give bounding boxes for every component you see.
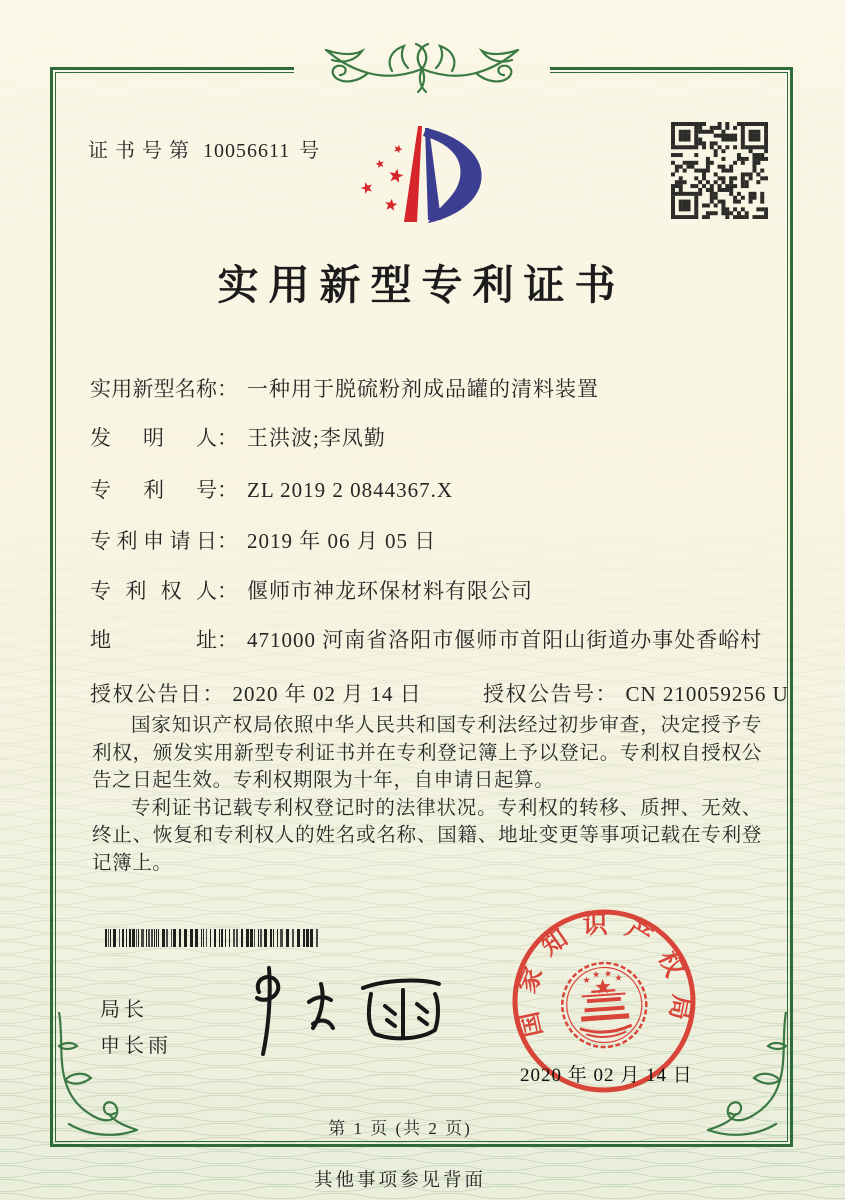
svg-text:国家知识产权局	[508, 905, 699, 1049]
certificate-number-suffix: 号	[299, 140, 327, 162]
grant-number-label: 授权公告号	[483, 682, 596, 706]
field-row-patent-number	[90, 474, 770, 504]
field-row-patentee	[90, 575, 770, 605]
grant-date-value: 2020 年 02 月 14 日	[232, 682, 422, 706]
field-label: 实用新型名称	[90, 377, 217, 401]
field-colon: ：	[595, 682, 617, 706]
field-colon: ：	[217, 377, 238, 401]
director-name: 申长雨	[100, 1035, 172, 1057]
back-side-note: 其他事项参见背面	[313, 1171, 486, 1191]
seal-arc-text: 国家知识产权局	[512, 911, 696, 1040]
field-label: 专利权人	[90, 579, 217, 603]
field-row-address	[90, 624, 770, 654]
field-label: 专利申请日	[90, 529, 217, 553]
field-colon: ：	[217, 579, 238, 603]
field-value: ZL 2019 2 0844367.X	[247, 478, 454, 502]
field-row-invention-name	[90, 373, 770, 403]
legal-paragraph-1: 国家知识产权局依照中华人民共和国专利法经过初步审查，决定授予专利权，颁发实用新型专利证书并在专利登记簿上予以登记。专利权自授权公告之日起生效。专利权期限为十年，自申请日起算。	[92, 715, 762, 791]
field-colon: ：	[217, 628, 238, 652]
field-value: 偃师市神龙环保材料有限公司	[247, 579, 533, 603]
certificate-number-value: 10056611	[203, 140, 291, 162]
field-value: 一种用于脱硫粉剂成品罐的清料装置	[247, 377, 599, 401]
certificate-number-prefix: 证书号第	[88, 140, 196, 162]
grant-date-label: 授权公告日	[90, 682, 203, 706]
field-value: 2019 年 06 月 05 日	[247, 529, 437, 553]
field-row-grant	[90, 678, 789, 708]
field-row-inventor	[90, 422, 770, 452]
legal-text	[92, 712, 762, 877]
field-value: 471000 河南省洛阳市偃师市首阳山街道办事处香峪村	[247, 628, 763, 652]
national-emblem	[559, 960, 649, 1050]
grant-number-value: CN 210059256 U	[625, 682, 789, 706]
cnipa-logo	[340, 120, 490, 248]
certificate-title: 实用新型专利证书	[217, 262, 626, 308]
field-label: 地址	[90, 628, 217, 652]
logo-stars	[361, 145, 404, 211]
field-value: 王洪波;李凤勤	[247, 426, 386, 450]
field-colon: ：	[217, 478, 238, 502]
legal-paragraph-2: 专利证书记载专利权登记时的法律状况。专利权的转移、质押、无效、终止、恢复和专利权人的姓名或名称、国籍、地址变更等事项记载在专利登记簿上。	[92, 797, 762, 874]
field-row-filing-date	[90, 525, 770, 555]
grant-number-pair	[483, 678, 789, 708]
barcode	[105, 929, 320, 947]
field-colon: ：	[217, 529, 238, 553]
director-title: 局长	[100, 999, 148, 1021]
field-label: 发明人	[90, 426, 217, 450]
certificate-number	[88, 134, 326, 163]
field-label: 专利号	[90, 478, 217, 502]
handwritten-signature	[225, 962, 455, 1062]
field-colon: ：	[217, 426, 238, 450]
page-number: 第 1 页 (共 2 页)	[328, 1119, 472, 1138]
seal-date: 2020 年 02 月 14 日	[520, 1065, 693, 1086]
qr-code	[671, 122, 768, 219]
field-colon: ：	[202, 682, 224, 706]
